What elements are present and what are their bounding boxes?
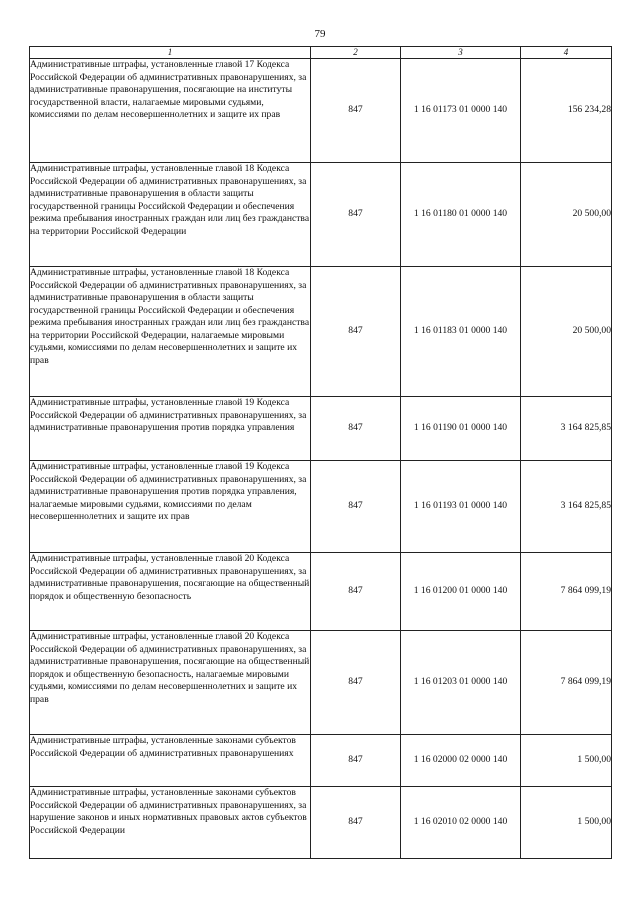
row-description: Административные штрафы, установленные главой 20 Кодекса Российской Федерации об административных правонарушениях, за административные правонарушения, посягающие на общественный порядок и общественную безопасность (30, 553, 311, 631)
table-row (30, 553, 612, 631)
column-header-4: 4 (521, 47, 612, 59)
row-admin-code: 847 (311, 59, 401, 163)
row-description: Административные штрафы, установленные законами субъектов Российской Федерации об административных правонарушениях (30, 735, 311, 787)
row-admin-code: 847 (311, 267, 401, 397)
revenue-table (29, 46, 612, 859)
row-description: Административные штрафы, установленные главой 18 Кодекса Российской Федерации об административных правонарушениях, за административные правонарушения в области защиты государственной границы Российской Федерации и обеспечения режима пребывания иностранных граждан или лиц без гражданства на территории Российской Федерации (30, 163, 311, 267)
row-admin-code: 847 (311, 735, 401, 787)
row-admin-code: 847 (311, 163, 401, 267)
row-admin-code: 847 (311, 631, 401, 735)
row-amount: 3 164 825,85 (521, 397, 612, 461)
row-budget-code: 1 16 01200 01 0000 140 (401, 553, 521, 631)
row-budget-code: 1 16 01190 01 0000 140 (401, 397, 521, 461)
row-budget-code: 1 16 01193 01 0000 140 (401, 461, 521, 553)
row-admin-code: 847 (311, 397, 401, 461)
row-amount: 1 500,00 (521, 787, 612, 859)
row-budget-code: 1 16 01173 01 0000 140 (401, 59, 521, 163)
row-amount: 20 500,00 (521, 163, 612, 267)
row-amount: 1 500,00 (521, 735, 612, 787)
column-header-3: 3 (401, 47, 521, 59)
table-row (30, 787, 612, 859)
row-description: Административные штрафы, установленные главой 17 Кодекса Российской Федерации об административных правонарушениях, за административные правонарушения, посягающие на институты государственной власти, налагаемые мировыми судьями, комиссиями по делам несовершеннолетних и защите их прав (30, 59, 311, 163)
table-row (30, 267, 612, 397)
table-row (30, 397, 612, 461)
row-description: Административные штрафы, установленные главой 20 Кодекса Российской Федерации об административных правонарушениях, за административные правонарушения, посягающие на общественный порядок и общественную безопасность, налагаемые мировыми судьями, комиссиями по делам несовершеннолетних и защите их прав (30, 631, 311, 735)
row-description: Административные штрафы, установленные главой 19 Кодекса Российской Федерации об административных правонарушениях, за административные правонарушения против порядка управления (30, 397, 311, 461)
row-admin-code: 847 (311, 787, 401, 859)
table-row (30, 631, 612, 735)
row-budget-code: 1 16 02010 02 0000 140 (401, 787, 521, 859)
table-row (30, 59, 612, 163)
column-header-1: 1 (30, 47, 311, 59)
page-number: 79 (314, 28, 326, 40)
table-row (30, 461, 612, 553)
table-row (30, 735, 612, 787)
table-row (30, 163, 612, 267)
row-description: Административные штрафы, установленные законами субъектов Российской Федерации об административных правонарушениях, за нарушение законов и иных нормативных правовых актов субъектов Российской Федерации (30, 787, 311, 859)
table-header-row (30, 47, 612, 59)
row-amount: 7 864 099,19 (521, 631, 612, 735)
row-budget-code: 1 16 02000 02 0000 140 (401, 735, 521, 787)
row-budget-code: 1 16 01203 01 0000 140 (401, 631, 521, 735)
row-amount: 20 500,00 (521, 267, 612, 397)
row-amount: 7 864 099,19 (521, 553, 612, 631)
row-description: Административные штрафы, установленные главой 18 Кодекса Российской Федерации об административных правонарушениях, за административные правонарушения в области защиты государственной границы Российской Федерации и обеспечения режима пребывания иностранных граждан или лиц без гражданства на территории Российской Федерации, налагаемые мировыми судьями, комиссиями по делам несовершеннолетних и защите их прав (30, 267, 311, 397)
row-amount: 156 234,28 (521, 59, 612, 163)
row-admin-code: 847 (311, 461, 401, 553)
row-amount: 3 164 825,85 (521, 461, 612, 553)
row-admin-code: 847 (311, 553, 401, 631)
row-description: Административные штрафы, установленные главой 19 Кодекса Российской Федерации об административных правонарушениях, за административные правонарушения против порядка управления, налагаемые мировыми судьями, комиссиями по делам несовершеннолетних и защите их прав (30, 461, 311, 553)
column-header-2: 2 (311, 47, 401, 59)
row-budget-code: 1 16 01180 01 0000 140 (401, 163, 521, 267)
row-budget-code: 1 16 01183 01 0000 140 (401, 267, 521, 397)
